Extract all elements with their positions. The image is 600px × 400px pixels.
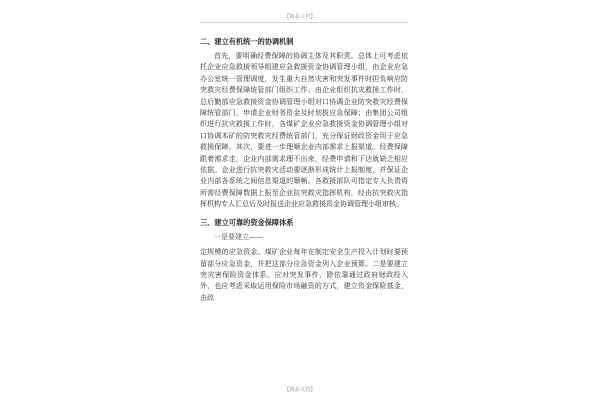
section-2-heading: 二、建立有机统一的协调机制: [200, 37, 294, 46]
section-3-paragraph: 定规模的应急资金。煤矿企业每年在制定安全生产投入计划时要预留部分应急资金，并把这部分应急资金列入企业预算。二是要建立突灾害保险资金体系。应对突发事件，除依靠通过政府财政投入外，也应考虑采取运用保险市场融资的方式，建立资金保险基金，由政: [200, 248, 408, 302]
header-divider: [200, 22, 408, 23]
section-3-subheading: 一是要建立——: [214, 232, 263, 241]
document-page: [200, 36, 408, 380]
section-3-heading: 三、建立可靠的资金保障体系: [200, 217, 294, 227]
page-footer-label: 【精品文档】: [284, 387, 316, 393]
section-2-paragraph: 首先，要明确经费保障的协调主体及其职责。总体上可考虑依托企业应急救援领导组建应急救援资金协调管理小组，由企业应急办公室统一管理调度，发生重大自然灾害和突发事件时担负响应防突救灾经费保障统管部门组织工作。由企业组织抗灾救援工作时，总后勤部应急救援资金协调管理小组对口协调企业防突救灾经费保障统管部门，申请企业财务资金及时划拨应急保障；由集团公司组织进行抗灾救援工作时，各煤矿企业应急救援资金协调管理小组对口协调本矿的防突救灾经费统管部门，充分保证财政资金用于应急救援保障。其次，要进一步理顺企业内部需求上报渠道。经费保障跟着需求走，企业内部需求理不出来，经费申请和下达就缺乏相应依据。企业进行抗突救灾活动要逐渐形成统计上报制度，并保证企业内部各系统之间信息渠道的顺畅。各救援部队可指定专人负责将所需经费保障数据上报至企业抗突救灾指挥机构，经由抗突救灾指挥机构专人汇总后及时报送企业应急救援资金协调管理小组审核。: [200, 52, 408, 209]
page-header-label: 【精品文档】: [284, 14, 316, 20]
